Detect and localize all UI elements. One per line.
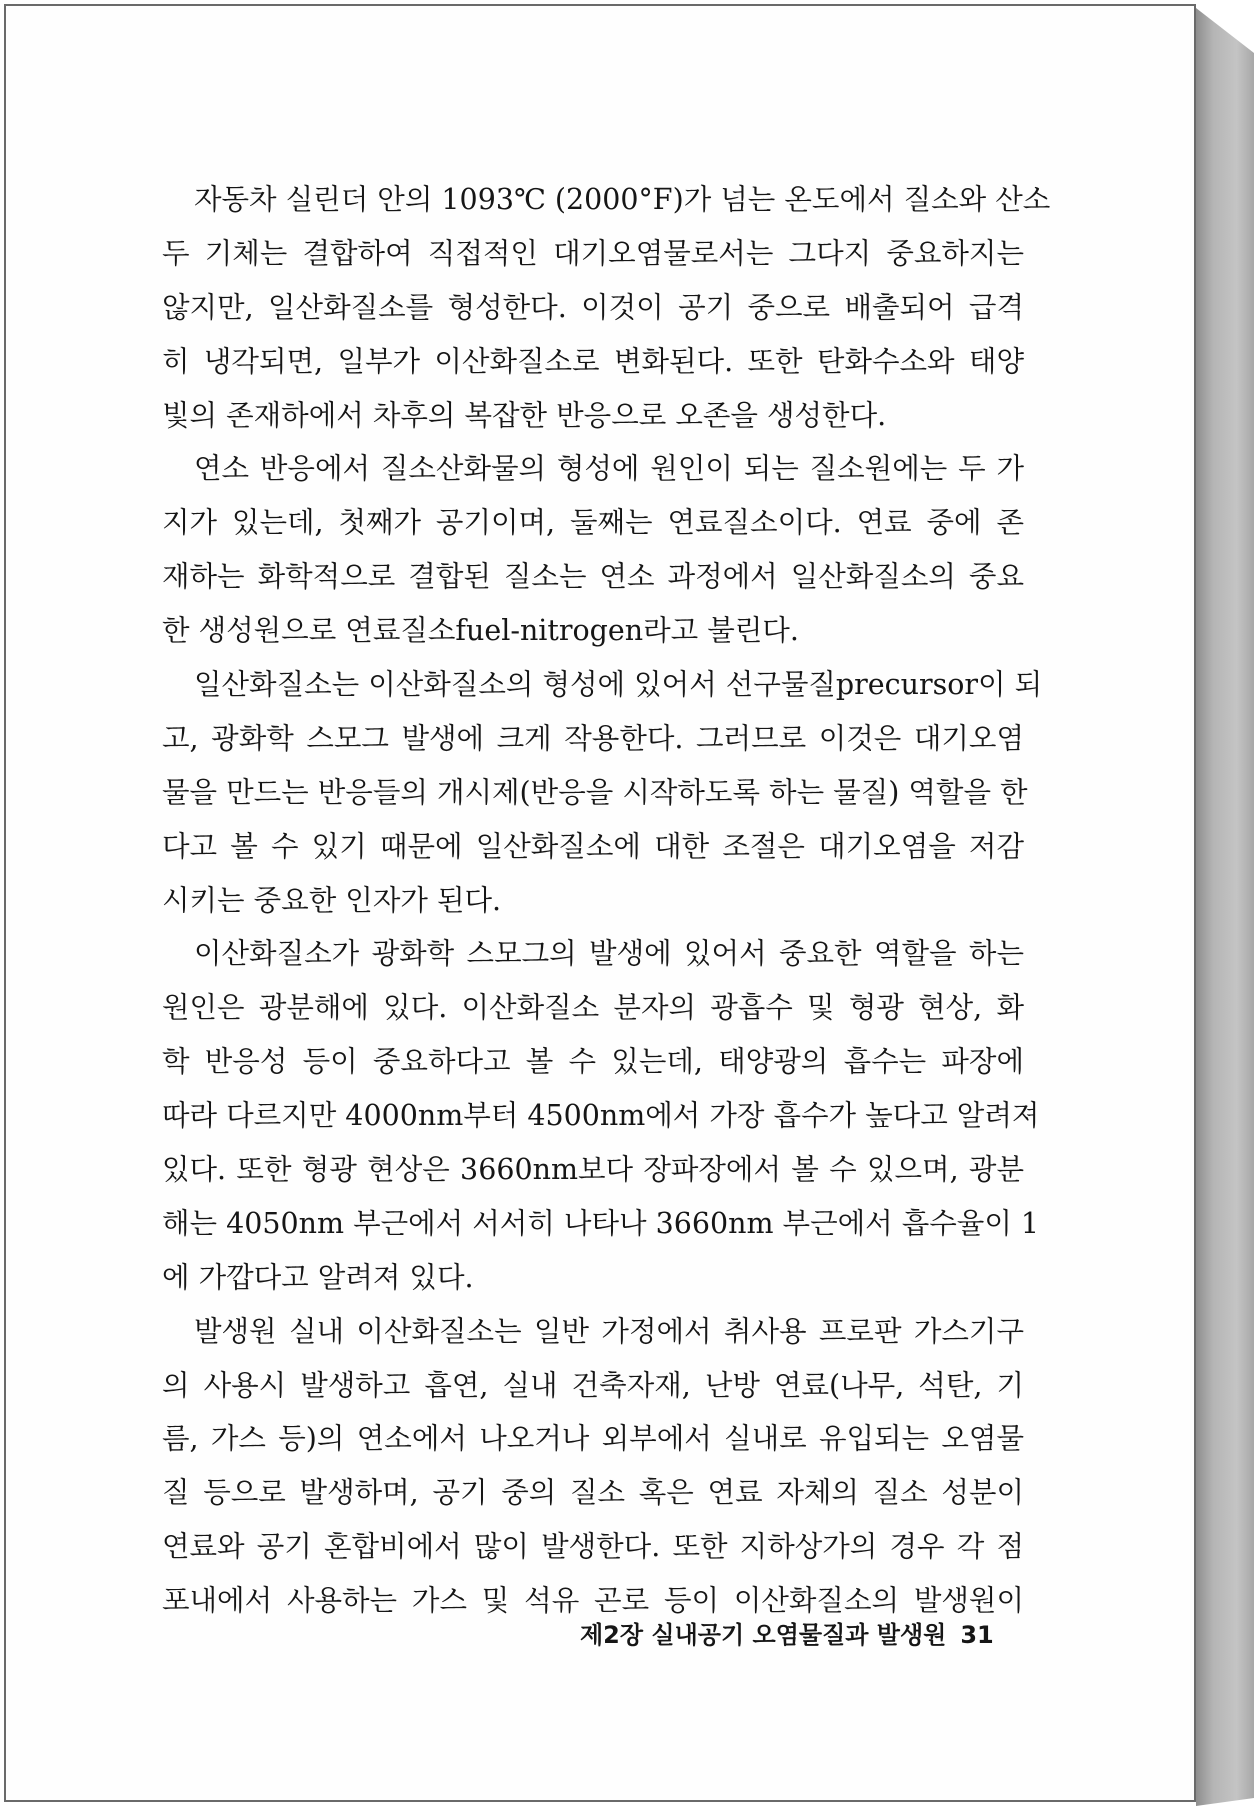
- text-line: 히 냉각되면, 일부가 이산화질소로 변화된다. 또한 탄화수소와 태양: [162, 344, 1024, 378]
- book-page-stack-edge: [1196, 8, 1254, 1806]
- page-number: 31: [960, 1621, 994, 1649]
- text-line: 시키는 중요한 인자가 된다.: [162, 883, 502, 917]
- text-line: 일산화질소는 이산화질소의 형성에 있어서 선구물질precursor이 되: [194, 668, 1043, 702]
- text-line: 빛의 존재하에서 차후의 복잡한 반응으로 오존을 생성한다.: [162, 398, 887, 432]
- text-line: 물을 만드는 반응들의 개시제(반응을 시작하도록 하는 물질) 역할을 한: [162, 775, 1028, 809]
- text-line: 재하는 화학적으로 결합된 질소는 연소 과정에서 일산화질소의 중요: [162, 560, 1024, 594]
- text-line: 고, 광화학 스모그 발생에 크게 작용한다. 그러므로 이것은 대기오염: [162, 721, 1024, 755]
- text-line: 해는 4050nm 부근에서 서서히 나타나 3660nm 부근에서 흡수율이 1: [162, 1206, 1040, 1240]
- text-line: 자동차 실린더 안의 1093℃ (2000°F)가 넘는 온도에서 질소와 산소: [194, 183, 1051, 216]
- text-line: 이산화질소가 광화학 스모그의 발생에 있어서 중요한 역할을 하는: [194, 937, 1024, 971]
- text-line: 원인은 광분해에 있다. 이산화질소 분자의 광흡수 및 형광 현상, 화: [162, 991, 1024, 1025]
- text-line: 연료와 공기 혼합비에서 많이 발생한다. 또한 지하상가의 경우 각 점: [162, 1530, 1024, 1564]
- text-line: 연소 반응에서 질소산화물의 형성에 원인이 되는 질소원에는 두 가: [194, 452, 1024, 486]
- text-line: 름, 가스 등)의 연소에서 나오거나 외부에서 실내로 유입되는 오염물: [162, 1422, 1024, 1456]
- text-line: 않지만, 일산화질소를 형성한다. 이것이 공기 중으로 배출되어 급격: [162, 290, 1024, 324]
- text-line: 두 기체는 결합하여 직접적인 대기오염물로서는 그다지 중요하지는: [162, 236, 1024, 270]
- text-line: 한 생성원으로 연료질소fuel-nitrogen라고 불린다.: [162, 614, 799, 648]
- text-line: 의 사용시 발생하고 흡연, 실내 건축자재, 난방 연료(나무, 석탄, 기: [162, 1368, 1024, 1402]
- text-line: 질 등으로 발생하며, 공기 중의 질소 혹은 연료 자체의 질소 성분이: [162, 1476, 1024, 1510]
- text-line: 에 가깝다고 알려져 있다.: [162, 1260, 474, 1294]
- text-line: 지가 있는데, 첫째가 공기이며, 둘째는 연료질소이다. 연료 중에 존: [162, 506, 1024, 540]
- text-line: 포내에서 사용하는 가스 및 석유 곤로 등이 이산화질소의 발생원이: [162, 1584, 1024, 1618]
- running-footer: [580, 1615, 994, 1650]
- text-line: 다고 볼 수 있기 때문에 일산화질소에 대한 조절은 대기오염을 저감: [162, 829, 1024, 863]
- body-text: [162, 173, 1051, 1628]
- text-line: 따라 다르지만 4000nm부터 4500nm에서 가장 흡수가 높다고 알려져: [162, 1099, 1040, 1133]
- chapter-title: 제2장 실내공기 오염물질과 발생원: [580, 1621, 947, 1649]
- text-line: 학 반응성 등이 중요하다고 볼 수 있는데, 태양광의 흡수는 파장에: [162, 1045, 1024, 1079]
- text-line: 발생원 실내 이산화질소는 일반 가정에서 취사용 프로판 가스기구: [194, 1314, 1024, 1348]
- text-line: 있다. 또한 형광 현상은 3660nm보다 장파장에서 볼 수 있으며, 광분: [162, 1153, 1024, 1187]
